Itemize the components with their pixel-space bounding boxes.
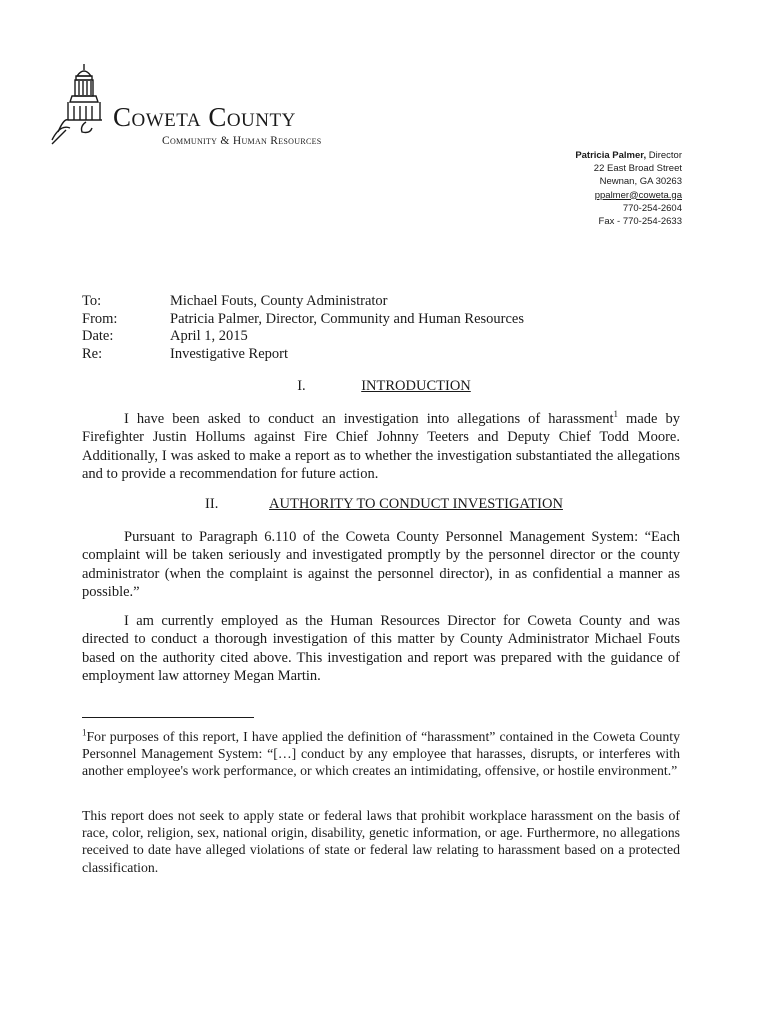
contact-title: Director <box>646 150 682 161</box>
courthouse-logo-icon <box>50 62 120 152</box>
introduction-paragraph <box>82 410 680 483</box>
memo-label: Date: <box>82 328 114 345</box>
memo-row-date <box>82 328 524 346</box>
memo-row-from <box>82 311 524 329</box>
memo-row-to <box>82 293 524 311</box>
contact-city: Newnan, GA 30263 <box>599 176 682 188</box>
contact-street: 22 East Broad Street <box>593 163 682 175</box>
memo-value: April 1, 2015 <box>170 328 248 345</box>
intro-text-continued: made by Firefighter Justin Hollums against Fire Chief Johnny Teeters and Deputy Chief Todd Moore. Additionally, I was asked to make a report as to whether the investigation substantiated the allegations and to provide a recommendation for future action. <box>82 411 680 482</box>
section-title: INTRODUCTION <box>361 378 471 394</box>
organization-department: Community & Human Resources <box>162 135 322 147</box>
memo-value: Patricia Palmer, Director, Community and Human Resources <box>170 310 525 327</box>
footnote-divider <box>82 717 254 718</box>
footnote-text: For purposes of this report, I have applied the definition of “harassment” contained in the Coweta County Personnel Management System: “[…] conduct by any employee that harasses, disrupts, or interferes with another employee's work performance, or which creates an intimidating, offensive, or hostile environment.” <box>82 729 680 779</box>
memo-value: Investigative Report <box>170 345 288 362</box>
footnote-mark: 1 <box>82 727 87 738</box>
memo-label: To: <box>82 293 102 309</box>
section-title: AUTHORITY TO CONDUCT INVESTIGATION <box>269 496 563 512</box>
memo-header <box>82 293 524 363</box>
footnote-1 <box>82 728 680 780</box>
memo-row-re <box>82 346 524 364</box>
memo-label: Re: <box>82 345 103 362</box>
section-number: I. <box>297 378 306 394</box>
contact-name-line <box>575 149 682 162</box>
contact-block <box>575 149 682 228</box>
section-heading-introduction <box>0 377 768 395</box>
intro-text: I have been asked to conduct an investigation into allegations of harassment <box>124 411 614 427</box>
organization-name: Coweta County <box>113 102 296 132</box>
contact-phone: 770-254-2604 <box>622 202 682 214</box>
contact-name: Patricia Palmer, <box>575 150 647 161</box>
section-number: II. <box>205 496 219 512</box>
section-heading-authority <box>0 495 768 513</box>
footnote-continuation: This report does not seek to apply state or federal laws that prohibit workplace harassment on the basis of race, color, religion, sex, national origin, disability, genetic information, or age. Furthermore, no allegations received to date have alleged violations of state or federal law relating to harassment based on a protected classification. <box>82 808 680 875</box>
contact-fax: Fax - 770-254-2633 <box>598 216 682 228</box>
employment-paragraph: I am currently employed as the Human Resources Director for Coweta County and was directed to conduct a thorough investigation of this matter by County Administrator Michael Fouts based on the authority cited above. This investigation and report was prepared with the guidance of employment law attorney Megan Martin. <box>82 613 680 684</box>
authority-paragraph: Pursuant to Paragraph 6.110 of the Coweta County Personnel Management System: “Each complaint will be taken seriously and investigated promptly by the personnel director or the county administrator (when the complaint is against the personnel director), in as confidential a manner as possible.” <box>82 529 680 600</box>
memo-value: Michael Fouts, County Administrator <box>170 293 388 309</box>
memo-label: From: <box>82 310 118 327</box>
footnote-reference[interactable]: 1 <box>613 409 618 420</box>
contact-email-link[interactable]: ppalmer@coweta.ga <box>594 189 682 201</box>
